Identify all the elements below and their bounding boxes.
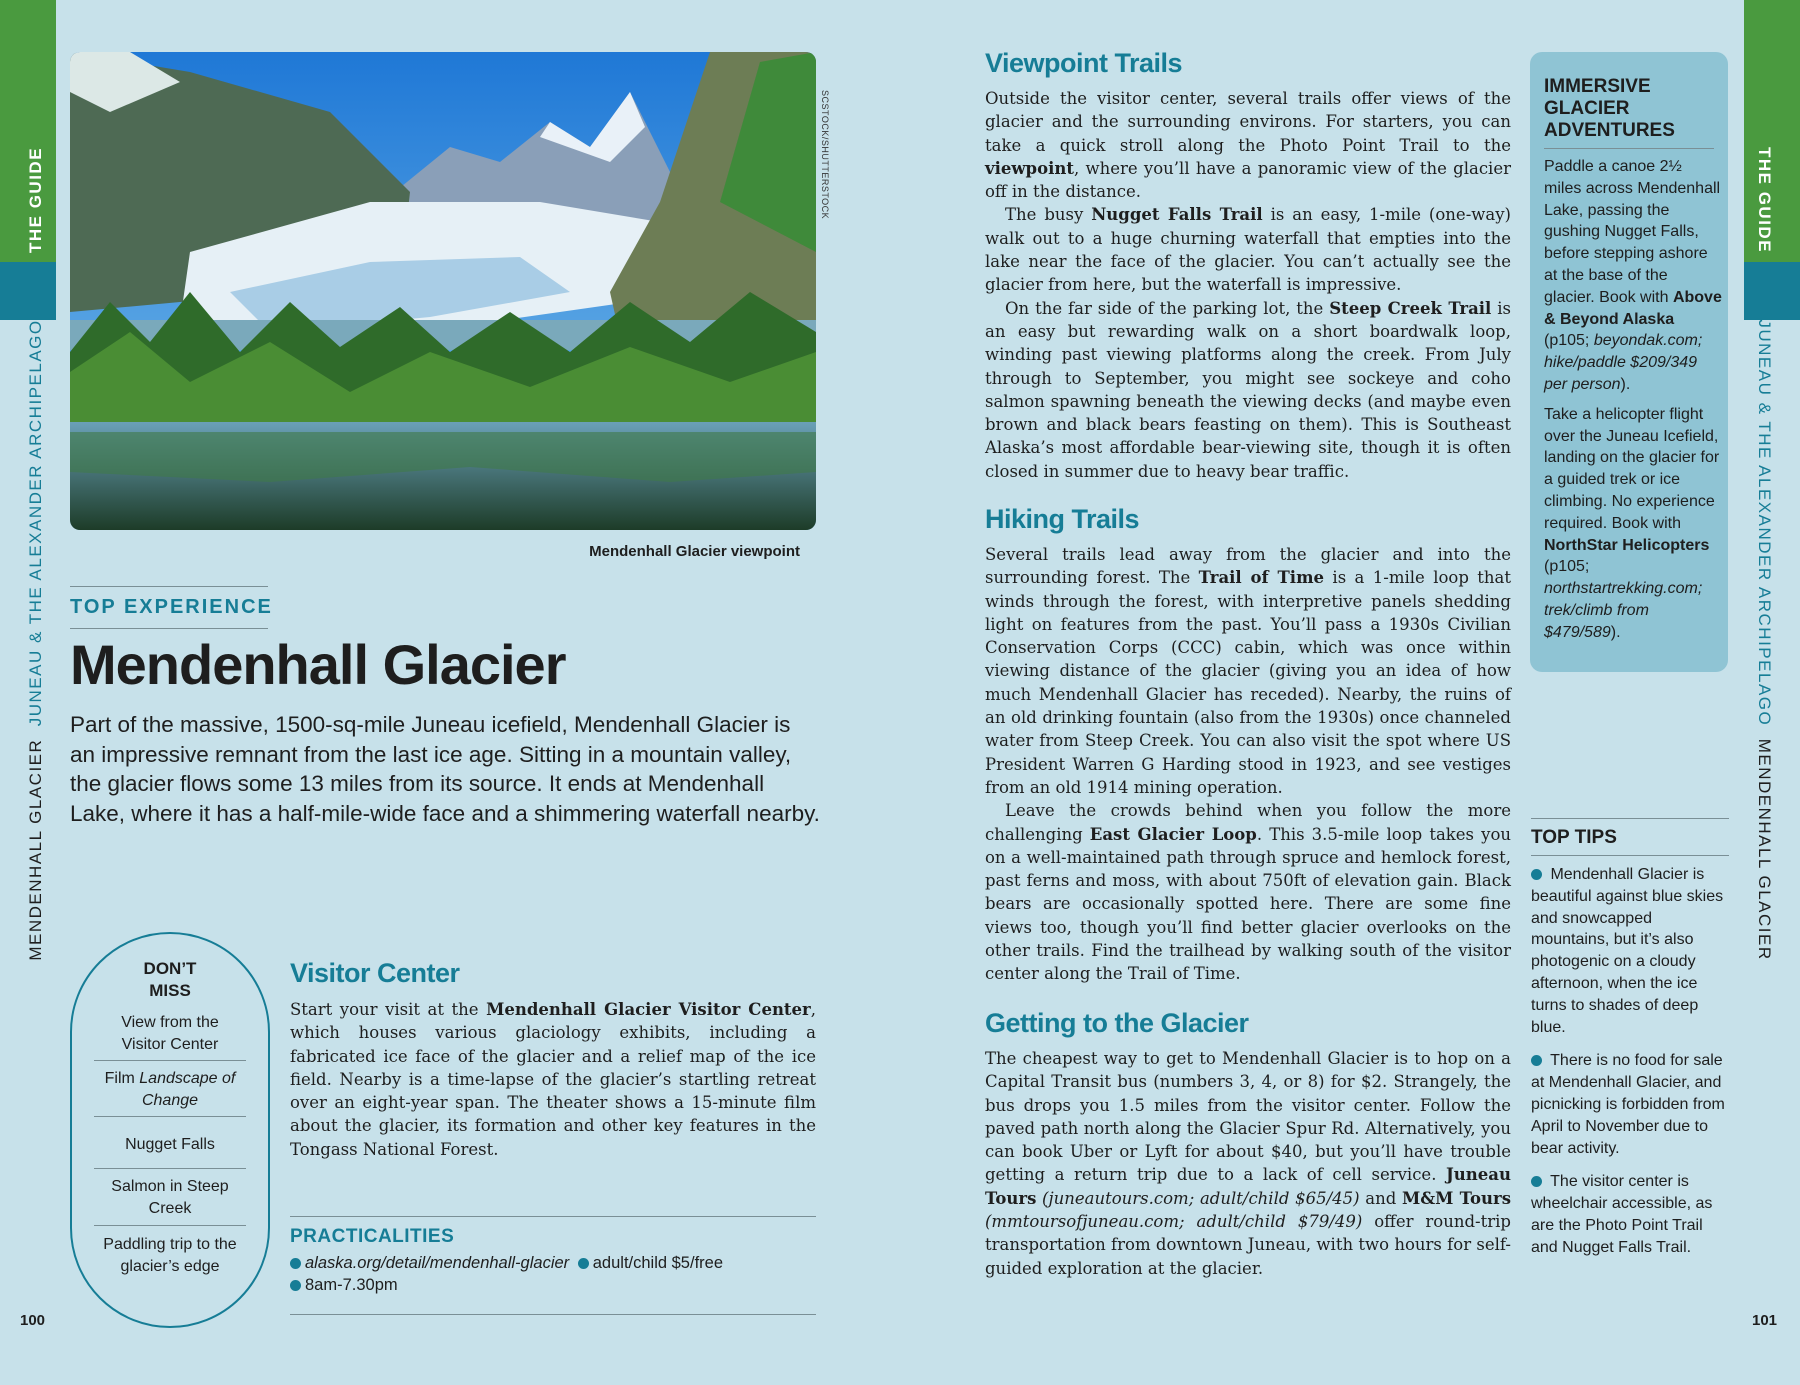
- operator-info: (juneautours.com; adult/child $65/45): [1036, 1188, 1360, 1208]
- dont-miss-item-text: Paddling trip to the: [103, 1236, 237, 1253]
- body-text: The busy: [1005, 205, 1092, 225]
- photo-credit: SCSTOCK/SHUTTERSTOCK: [820, 90, 830, 220]
- hiking-paragraph: [985, 543, 1511, 799]
- admission-price: adult/child $5/free: [592, 1254, 724, 1272]
- place-name: Nugget Falls Trail: [1091, 205, 1263, 225]
- kicker-rule-top: [70, 586, 268, 587]
- top-tips-heading: TOP TIPS: [1531, 827, 1617, 848]
- viewpoint-paragraph: [985, 297, 1511, 483]
- practicalities-rule-bottom: [290, 1314, 816, 1315]
- visitor-center-name: Mendenhall Glacier Visitor Center: [486, 1000, 811, 1019]
- left-running-head-section: MENDENHALL GLACIER: [26, 738, 45, 961]
- operator-name: M&M Tours: [1402, 1188, 1511, 1208]
- operator-name: Above & Beyond Alaska: [1544, 288, 1722, 328]
- photo-caption: Mendenhall Glacier viewpoint: [589, 543, 800, 560]
- box-text: Paddle a canoe 2½ miles across Mendenhall Lake, passing the gushing Nugget Falls, before stepping ashore at the base of the glacier. Book with: [1544, 158, 1721, 306]
- practicalities-info: [290, 1252, 820, 1296]
- right-running-head-chapter: JUNEAU & THE ALEXANDER ARCHIPELAGO: [1755, 319, 1774, 727]
- practicalities-rule-top: [290, 1216, 816, 1217]
- body-text: offer round-trip transportation from downtown Juneau, with two hours for self-guided exploration at the glacier.: [985, 1212, 1511, 1278]
- dont-miss-divider: [94, 1060, 246, 1061]
- intro-paragraph: Part of the massive, 1500-sq-mile Juneau icefield, Mendenhall Glacier is an impressive remnant from the last ice age. Sitting in a mountain valley, the glacier flows some 13 miles from its source. It ends at Mendenhall Lake, where it has a half-mile-wide face and a shimmering waterfall nearby.: [70, 712, 820, 826]
- tip-item: [1531, 1050, 1731, 1159]
- bullet-dot: [290, 1258, 301, 1269]
- kicker-rule-bottom: [70, 628, 268, 629]
- viewpoint-paragraph: [985, 203, 1511, 296]
- bullet-dot: [1531, 1176, 1542, 1187]
- box-text: (p105;: [1544, 332, 1594, 350]
- viewpoint-trails-body: [985, 87, 1511, 483]
- dont-miss-divider: [94, 1116, 246, 1117]
- right-guide-tab-label: THE GUIDE: [1755, 146, 1774, 254]
- left-running-head-chapter: JUNEAU & THE ALEXANDER ARCHIPELAGO: [26, 319, 45, 727]
- tip-item: [1531, 1171, 1731, 1258]
- bullet-dot: [578, 1258, 589, 1269]
- opening-hours: 8am-7.30pm: [305, 1276, 398, 1294]
- getting-there-body: [985, 1047, 1511, 1280]
- top-tips-rule-bottom: [1531, 855, 1729, 856]
- dont-miss-item-text: Nugget Falls: [125, 1136, 215, 1153]
- operator-name: NorthStar Helicopters: [1544, 536, 1710, 554]
- dont-miss-item-text: Visitor Center: [121, 1036, 219, 1053]
- body-text: Leave the crowds behind when you follow the more challenging: [985, 801, 1511, 844]
- page-title: Mendenhall Glacier: [70, 633, 566, 696]
- dont-miss-item-film-title: Change: [141, 1092, 199, 1109]
- left-guide-tab-label: THE GUIDE: [26, 146, 45, 254]
- tip-item: [1531, 864, 1731, 1038]
- tip-text: The visitor center is wheelchair accessible, as are the Photo Point Trail and Nugget Falls Trail.: [1531, 1173, 1713, 1256]
- dont-miss-item-text: glacier’s edge: [120, 1258, 220, 1275]
- top-tips-list: [1531, 864, 1731, 1271]
- body-text: is an easy but rewarding walk on a short boardwalk loop, winding past viewing platforms along the creek. From July through to September, you might see sockeye and coho salmon spawning beneath the viewing decks (and maybe even brown and black bears feasting on them). This is Southeast Alaska’s most affordable bear-viewing site, though it is often closed in summer due to heavy bear traffic.: [985, 298, 1511, 481]
- getting-there-paragraph: [985, 1047, 1511, 1280]
- operator-info: beyondak.com; hike/paddle $209/349 per person: [1544, 332, 1703, 393]
- box-text: Take a helicopter flight over the Juneau Icefield, landing on the glacier for a guided trek or ice climbing. No experience required. Book with: [1544, 405, 1720, 532]
- dont-miss-item-film-title: Landscape of: [139, 1070, 236, 1087]
- bullet-dot: [1531, 1055, 1542, 1066]
- dont-miss-item: [94, 1176, 246, 1220]
- bullet-dot: [290, 1280, 301, 1291]
- tip-text: There is no food for sale at Mendenhall Glacier, and picnicking is forbidden from April to November due to bear activity.: [1531, 1052, 1725, 1157]
- immersive-rule: [1544, 148, 1714, 149]
- practicalities-heading: PRACTICALITIES: [290, 1226, 455, 1247]
- place-name: viewpoint: [985, 158, 1074, 178]
- dont-miss-divider: [94, 1168, 246, 1169]
- body-text: . This 3.5-mile loop takes you on a well-maintained path through spruce and hemlock forest, past ferns and moss, with about 750ft of elevation gain. Black bears are occasionally spotted here. There are some fine views too, though you’ll find better glacier overlooks on the other trails. Find the trailhead by walking south of the visitor center along the Trail of Time.: [985, 824, 1512, 984]
- dont-miss-heading-line2: MISS: [149, 981, 191, 1000]
- immersive-paragraph: [1544, 156, 1722, 396]
- dont-miss-item-text: Creek: [148, 1200, 192, 1217]
- body-text: The cheapest way to get to Mendenhall Glacier is to hop on a Capital Transit bus (numbers 3, 4, or 8) for $2. Strangely, the bus drops you 1.5 miles from the visitor center. Follow the paved path north along the Glacier Spur Rd. Alternatively, you can book Uber or Lyft for about $40, but you’ll have trouble getting a return trip due to a lack of cell service.: [985, 1049, 1511, 1185]
- top-tips-rule-top: [1531, 818, 1729, 819]
- operator-info: (mmtoursofjuneau.com; adult/child $79/49): [985, 1212, 1363, 1232]
- place-name: East Glacier Loop: [1089, 824, 1257, 844]
- immersive-heading: IMMERSIVE GLACIER ADVENTURES: [1544, 76, 1675, 141]
- box-text: ).: [1620, 375, 1631, 393]
- dont-miss-item: [94, 1068, 246, 1112]
- dont-miss-item: [94, 1134, 246, 1156]
- dont-miss-box: [70, 932, 270, 1328]
- visitor-center-body: [290, 998, 816, 1161]
- dont-miss-item: [94, 1234, 246, 1278]
- body-text: Outside the visitor center, several trails offer views of the glacier and the surrounding environs. For starters, you can take a quick stroll along the Photo Point Trail to the: [985, 89, 1511, 155]
- left-running-head: [26, 319, 46, 960]
- getting-there-heading: Getting to the Glacier: [985, 1008, 1249, 1038]
- box-text: ).: [1610, 623, 1621, 641]
- dont-miss-heading: [72, 958, 268, 1002]
- right-teal-tab: [1744, 262, 1800, 320]
- body-text: Start your visit at the: [290, 1000, 487, 1019]
- body-text: and: [1359, 1188, 1403, 1208]
- dont-miss-heading-line1: DON’T: [143, 959, 197, 978]
- right-running-head: [1754, 319, 1774, 960]
- visitor-center-paragraph: [290, 998, 816, 1161]
- immersive-adventures-box: [1530, 52, 1728, 672]
- operator-info: northstartrekking.com; trek/climb from $479/589: [1544, 580, 1703, 641]
- place-name: Trail of Time: [1198, 568, 1325, 588]
- top-experience-kicker: TOP EXPERIENCE: [70, 596, 273, 618]
- dont-miss-item: [94, 1012, 246, 1056]
- operator-name: Juneau Tours: [985, 1165, 1511, 1208]
- glacier-photo: [70, 52, 816, 530]
- dont-miss-divider: [94, 1225, 246, 1226]
- hiking-trails-body: [985, 543, 1511, 986]
- bullet-dot: [1531, 869, 1542, 880]
- website-link[interactable]: alaska.org/detail/mendenhall-glacier: [305, 1254, 570, 1272]
- dont-miss-item-text: View from the: [121, 1014, 219, 1031]
- immersive-body: [1544, 156, 1722, 652]
- hiking-paragraph: [985, 799, 1511, 985]
- viewpoint-trails-heading: Viewpoint Trails: [985, 48, 1183, 78]
- immersive-paragraph: [1544, 404, 1722, 644]
- tip-text: Mendenhall Glacier is beautiful against blue skies and snowcapped mountains, but it’s also photogenic on a cloudy afternoon, when the ice turns to shades of deep blue.: [1531, 866, 1724, 1036]
- place-name: Steep Creek Trail: [1329, 298, 1492, 318]
- hiking-trails-heading: Hiking Trails: [985, 504, 1140, 534]
- visitor-center-heading: Visitor Center: [290, 958, 460, 988]
- dont-miss-item-text: Film: [104, 1070, 140, 1087]
- dont-miss-item-text: Salmon in Steep: [111, 1178, 229, 1195]
- left-teal-tab: [0, 262, 56, 320]
- body-text: is a 1-mile loop that winds through the forest, with interpretive panels shedding light on features from the past. You’ll pass a 1930s Civilian Conservation Corps (CCC) cabin, which was once within viewing distance of the glacier (giving you an idea of how much Mendenhall Glacier has receded). Nearby, the ruins of an old drinking fountain (also from the 1930s) once channeled water from Steep Creek. You can also visit the spot where US President Warren G Harding stood in 1923, and see vestiges from an old 1914 mining operation.: [985, 568, 1512, 797]
- page-number-left: 100: [20, 1312, 46, 1329]
- box-text: (p105;: [1544, 558, 1590, 576]
- body-text: , which houses various glaciology exhibits, including a fabricated ice face of the glacier and a relief map of the ice field. Nearby is a time-lapse of the glacier’s startling retreat over an eight-year span. The theater shows a 15-minute film about the glacier, its formation and other key features in the Tongass National Forest.: [290, 1000, 816, 1159]
- body-text: is an easy, 1-mile (one-way) walk out to a huge churning waterfall that empties into the lake near the face of the glacier. You can’t actually see the glacier from here, but the waterfall is impressive.: [985, 205, 1511, 295]
- body-text: Several trails lead away from the glacier and into the surrounding forest. The: [985, 545, 1511, 588]
- body-text: On the far side of the parking lot, the: [1005, 298, 1330, 318]
- viewpoint-paragraph: [985, 87, 1511, 203]
- page-number-right: 101: [1752, 1312, 1778, 1329]
- right-running-head-section: MENDENHALL GLACIER: [1755, 738, 1774, 961]
- body-text: , where you’ll have a panoramic view of the glacier off in the distance.: [985, 158, 1511, 202]
